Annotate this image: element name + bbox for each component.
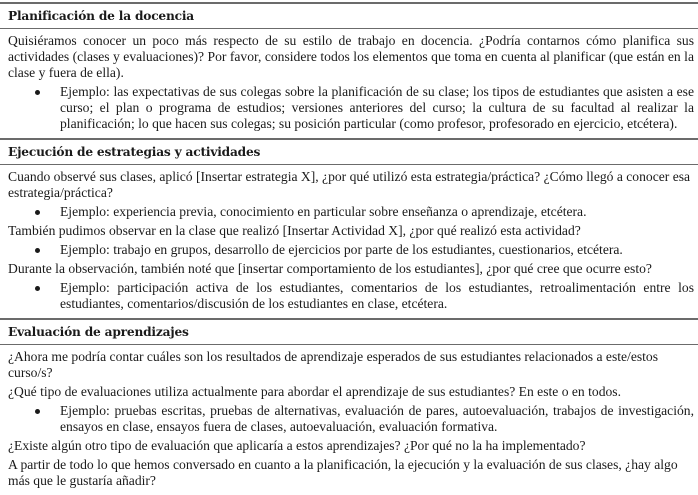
bullet-text: Ejemplo: trabajo en grupos, desarrollo de ejercicios por parte de los estudiantes, cuestionarios, etcétera. xyxy=(60,242,623,257)
bullet-text: Ejemplo: experiencia previa, conocimiento en particular sobre enseñanza o aprendizaje, etcétera. xyxy=(60,204,587,219)
question-paragraph: A partir de todo lo que hemos conversado en cuanto a la planificación, la ejecución y la evaluación de sus clases, ¿hay algo más que le gustaría añadir? xyxy=(8,457,678,488)
bullet-icon xyxy=(35,248,40,253)
section-planificacion xyxy=(0,4,698,138)
question-paragraph: ¿Existe algún otro tipo de evaluación que aplicaría a estos aprendizajes? ¿Por qué no la ha implementado? xyxy=(8,438,586,453)
example-bullet xyxy=(8,280,694,312)
bullet-icon xyxy=(35,90,40,95)
bullet-icon xyxy=(35,409,40,414)
section-title: Planificación de la docencia xyxy=(8,9,194,23)
bullet-icon xyxy=(35,286,40,291)
question-paragraph: Quisiéramos conocer un poco más respecto de su estilo de trabajo en docencia. ¿Podría contarnos cómo planifica sus actividades (clases y evaluaciones)? Por favor, considere todos los elementos que toma en cuenta al planificar (que están en la clase y fuera de ella). xyxy=(8,33,694,80)
bullet-text: Ejemplo: participación activa de los estudiantes, comentarios de los estudiantes, retroalimentación entre los estudiantes, comentarios/discusión de los estudiantes en clase, etcétera. xyxy=(60,280,694,311)
bullet-text: Ejemplo: las expectativas de sus colegas sobre la planificación de su clase; los tipos de estudiantes que asisten a ese curso; el plan o programa de estudios; versiones anteriores del curso; la cultura de su facultad al realizar la planificación; lo que hacen sus colegas; su posición particular (como profesor, profesorado en ejercicio, etcétera). xyxy=(60,84,694,131)
section-title: Ejecución de estrategias y actividades xyxy=(8,145,261,159)
question-paragraph: También pudimos observar en la clase que realizó [Insertar Actividad X], ¿por qué realizó esta actividad? xyxy=(8,223,581,238)
question-paragraph: ¿Qué tipo de evaluaciones utiliza actualmente para abordar el aprendizaje de sus estudiantes? En este o en todos. xyxy=(8,384,621,399)
question-paragraph: Durante la observación, también noté que [insertar comportamiento de los estudiantes], ¿por qué cree que ocurre esto? xyxy=(8,261,652,276)
bullet-icon xyxy=(35,210,40,215)
section-ejecucion xyxy=(0,140,698,318)
question-paragraph: Cuando observé sus clases, aplicó [Insertar estrategia X], ¿por qué utilizó esta estrategia/práctica? ¿Cómo llegó a conocer esa estrategia/práctica? xyxy=(8,169,691,200)
example-bullet xyxy=(8,242,694,258)
example-bullet xyxy=(8,204,694,220)
example-bullet xyxy=(8,84,694,132)
bullet-text: Ejemplo: pruebas escritas, pruebas de alternativas, evaluación de pares, autoevaluación, trabajos de investigación, ensayos en clase, ensayos fuera de clases, autoevaluación, evaluación formativa. xyxy=(60,403,694,434)
example-bullet xyxy=(8,403,694,435)
section-evaluacion xyxy=(0,320,698,495)
question-paragraph: ¿Ahora me podría contar cuáles son los resultados de aprendizaje esperados de sus estudiantes relacionados a este/estos curso/s? xyxy=(8,349,659,380)
section-title: Evaluación de aprendizajes xyxy=(8,325,189,339)
